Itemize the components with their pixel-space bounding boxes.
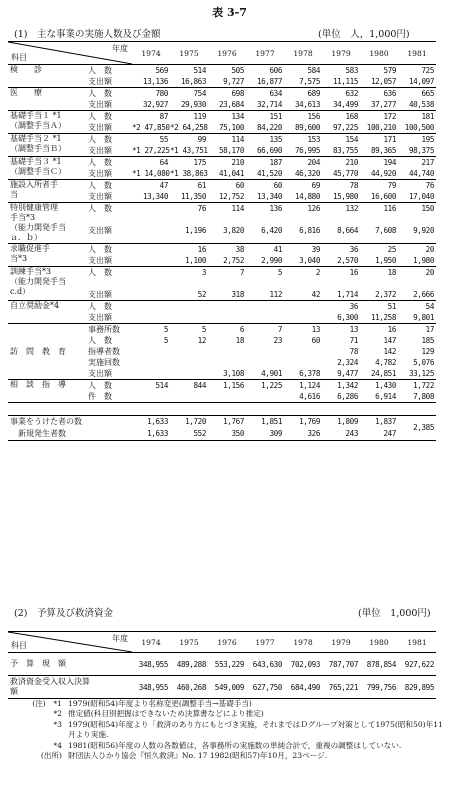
row-labels: 人 数 支出額	[86, 134, 132, 157]
cell-value: 116 7,608	[360, 203, 398, 244]
cell-value: 665 40,538	[398, 88, 436, 111]
cell-value: 1,156	[208, 380, 246, 403]
cell-value	[246, 301, 284, 324]
note-text: 財団法人ひかり協会『恒久救済』No. 17 1982(昭和57)年10月，23ページ.	[68, 751, 328, 761]
row-category: 訓練手当*3 （能力開発手当 c.d）	[8, 267, 86, 301]
cell-value: 60 12,752	[208, 180, 246, 203]
fund-category: 予 算 現 額	[8, 653, 132, 676]
row-category: 基礎手当３ *1 （調整手当Ｃ）	[8, 157, 86, 180]
cell-value	[284, 301, 322, 324]
note	[8, 699, 448, 709]
year-header: 1976	[208, 632, 246, 653]
cell-value: 16 1,714	[322, 267, 360, 301]
row-labels: 事務所数 人 数 指導者数 実施回数 支出額	[86, 324, 132, 380]
cell-value: 114 58,170	[208, 134, 246, 157]
summary-labels: 事業をうけた者の数 新規発生者数	[8, 416, 132, 441]
table-row	[8, 267, 436, 301]
cell-value: 181 100,500	[398, 111, 436, 134]
cell-value: 754 29,930	[170, 88, 208, 111]
cell-value: 579 12,057	[360, 65, 398, 88]
section2-unit: (単位 1,000円)	[358, 608, 431, 619]
table-row	[8, 88, 436, 111]
note-mark: *2	[53, 709, 62, 719]
cell-value: 76 1,196	[170, 203, 208, 244]
row-labels: 人 数 支出額	[86, 267, 132, 301]
cell-value: 634 32,714	[246, 88, 284, 111]
note-mark: *4	[53, 740, 62, 750]
summary-value: 1,633 1,633	[132, 416, 170, 441]
note-text: 推定値(科目別把握はできないため決算書などにより推定)	[68, 709, 264, 719]
cell-value: 78 15,980	[322, 180, 360, 203]
cell-value: 20 2,666	[398, 267, 436, 301]
cell-value: 13 71 78 2,324 9,477	[322, 324, 360, 380]
cell-value: 151 84,220	[246, 111, 284, 134]
cell-value: 16 147 142 4,782 24,851	[360, 324, 398, 380]
cell-value: 1,722 7,808	[398, 380, 436, 403]
cell-value: 5 12	[170, 324, 208, 380]
note	[8, 709, 448, 719]
year-header: 1978	[284, 42, 322, 65]
cell-value: 25 1,950	[360, 244, 398, 267]
spacer-cell	[8, 403, 436, 416]
row-category: 訪 問 教 育	[8, 324, 86, 380]
row-category: 特別健康管理 手当*3 （能力開発手当 ａ．ｂ）	[8, 203, 86, 244]
summary-value: 2,385	[398, 416, 436, 441]
table-row	[8, 134, 436, 157]
cell-value: 76 17,040	[398, 180, 436, 203]
cell-value: 132 8,664	[322, 203, 360, 244]
cell-value: 175 *1 38,863	[170, 158, 208, 178]
cell-value: 136 6,420	[246, 203, 284, 244]
header-row	[8, 42, 436, 65]
fund-value: 348,955	[132, 676, 170, 699]
year-header: 1979	[322, 632, 360, 653]
table-row	[8, 203, 436, 244]
cell-value: 36 2,570	[322, 244, 360, 267]
cell-value: 844	[170, 380, 208, 403]
corner-cell	[8, 42, 132, 65]
cell-value: 17 185 129 5,076 33,125	[398, 324, 436, 380]
main-table	[8, 41, 436, 441]
cell-value: 99 *1 43,751	[170, 135, 208, 155]
cell-value: 514 16,863	[170, 65, 208, 88]
year-header: 1980	[360, 42, 398, 65]
cell-value: 1,124 4,616	[284, 380, 322, 403]
cell-value: 210 45,770	[322, 157, 360, 180]
cell-value: 505 9,727	[208, 65, 246, 88]
table-row	[8, 180, 436, 203]
row-category: 検 診	[8, 65, 86, 88]
cell-value: 87 *2 47,850	[132, 112, 170, 132]
row-labels: 人 数 支出額	[86, 88, 132, 111]
cell-value: 156 89,600	[284, 111, 322, 134]
fund-value: 829,895	[398, 676, 436, 699]
corner-year-label: 年度	[112, 634, 128, 643]
cell-value: 36 6,300	[322, 301, 360, 324]
cell-value: 1,430 6,914	[360, 380, 398, 403]
cell-value: 16 1,100	[170, 244, 208, 267]
row-labels: 人 数 支出額	[86, 65, 132, 88]
fund-value: 787,707	[322, 653, 360, 676]
cell-value	[170, 301, 208, 324]
year-header: 1975	[170, 632, 208, 653]
table-row	[8, 301, 436, 324]
cell-value: 217 44,740	[398, 157, 436, 180]
cell-value: 61 11,350	[170, 180, 208, 203]
fund-value: 799,756	[360, 676, 398, 699]
cell-value: 569 13,136	[132, 65, 170, 88]
table-row	[8, 157, 436, 180]
year-header: 1977	[246, 42, 284, 65]
year-header: 1979	[322, 42, 360, 65]
note-mark: *3	[53, 719, 62, 729]
cell-value: 153 76,995	[284, 134, 322, 157]
cell-value: 55 *1 27,225	[132, 135, 170, 155]
notes	[8, 699, 448, 761]
section2-heading: (2) 予算及び救済資金	[14, 608, 113, 619]
summary-value: 1,720 552	[170, 416, 208, 441]
cell-value: 134 75,100	[208, 111, 246, 134]
cell-value: 780 32,927	[132, 88, 170, 111]
cell-value: 1,342 6,286	[322, 380, 360, 403]
row-category: 求職促進手 当*3	[8, 244, 86, 267]
cell-value: 6 18 3,108	[208, 324, 246, 380]
cell-value: 195 98,375	[398, 134, 436, 157]
cell-value: 54 9,801	[398, 301, 436, 324]
fund-row	[8, 653, 436, 676]
cell-value: 2 42	[284, 267, 322, 301]
cell-value: 725 14,097	[398, 65, 436, 88]
row-category: 自立奨励金*4	[8, 301, 86, 324]
cell-value: 47 13,340	[132, 180, 170, 203]
corner-subject-label: 科目	[11, 641, 27, 650]
cell-value: 3 52	[170, 267, 208, 301]
cell-value	[132, 244, 170, 267]
cell-value: 583 11,115	[322, 65, 360, 88]
fund-value: 684,490	[284, 676, 322, 699]
cell-value: 187 41,520	[246, 157, 284, 180]
cell-value: 13 60 6,378	[284, 324, 322, 380]
fund-row	[8, 676, 436, 699]
table-row	[8, 324, 436, 380]
cell-value: 51 11,258	[360, 301, 398, 324]
cell-value	[132, 203, 170, 244]
note-mark: (出所)	[40, 751, 62, 761]
fund-value: 927,622	[398, 653, 436, 676]
cell-value: 636 37,277	[360, 88, 398, 111]
fund-category: 救済資金受入収入決算 額	[8, 676, 132, 699]
summary-value: 1,769 326	[284, 416, 322, 441]
fund-value: 549,009	[208, 676, 246, 699]
cell-value: 41 2,990	[246, 244, 284, 267]
cell-value: 7 23 4,901	[246, 324, 284, 380]
fund-table	[8, 631, 436, 699]
section1-heading: (1) 主な事業の実施人数及び金額	[14, 29, 161, 40]
cell-value: 194 44,920	[360, 157, 398, 180]
note-mark: (注) *1	[32, 699, 62, 708]
cell-value: 126 6,816	[284, 203, 322, 244]
cell-value: 606 16,877	[246, 65, 284, 88]
cell-value: 154 83,755	[322, 134, 360, 157]
cell-value: 114 3,820	[208, 203, 246, 244]
table-row	[8, 244, 436, 267]
cell-value: 60 13,340	[246, 180, 284, 203]
cell-value: 584 7,575	[284, 65, 322, 88]
row-labels: 人 数 支出額	[86, 180, 132, 203]
table-row	[8, 65, 436, 88]
table-title: 表 3-7	[212, 6, 247, 19]
cell-value	[132, 267, 170, 301]
row-category: 医 療	[8, 88, 86, 111]
corner-subject-label: 科目	[11, 53, 27, 62]
cell-value: 69 14,880	[284, 180, 322, 203]
year-header: 1974	[132, 42, 170, 65]
cell-value: 150 9,920	[398, 203, 436, 244]
cell-value: 39 3,040	[284, 244, 322, 267]
cell-value: 204 46,320	[284, 157, 322, 180]
cell-value: 172 100,210	[360, 111, 398, 134]
note	[8, 720, 448, 741]
cell-value: 632 34,499	[322, 88, 360, 111]
fund-value: 765,221	[322, 676, 360, 699]
cell-value: 698 23,684	[208, 88, 246, 111]
fund-value: 553,229	[208, 653, 246, 676]
cell-value: 135 66,690	[246, 134, 284, 157]
cell-value: 79 16,600	[360, 180, 398, 203]
row-labels: 人 数 支出額	[86, 111, 132, 134]
cell-value: 119 *2 64,258	[170, 112, 208, 132]
summary-row	[8, 416, 436, 441]
cell-value: 18 2,372	[360, 267, 398, 301]
note	[8, 741, 448, 751]
cell-value: 168 97,225	[322, 111, 360, 134]
row-labels: 人 数 件 数	[86, 380, 132, 403]
fund-value: 489,288	[170, 653, 208, 676]
fund-value: 878,854	[360, 653, 398, 676]
row-labels: 人 数 支出額	[86, 244, 132, 267]
cell-value: 7 318	[208, 267, 246, 301]
row-category: 施設入所者手 当	[8, 180, 86, 203]
cell-value: 171 89,365	[360, 134, 398, 157]
summary-value: 1,837 247	[360, 416, 398, 441]
summary-value: 1,767 350	[208, 416, 246, 441]
summary-value: 1,851 309	[246, 416, 284, 441]
note	[8, 751, 448, 761]
cell-value: 514	[132, 380, 170, 403]
note-text: 1981(昭和56)年度の人数の各数値は，各事務所の実施数の単純合計で，重複の調整はしていない.	[68, 740, 402, 750]
row-category: 基礎手当１ *1 （調整手当Ａ）	[8, 111, 86, 134]
section1-unit: (単位 人，1,000円)	[318, 29, 410, 40]
spacer-row	[8, 403, 436, 416]
year-header: 1977	[246, 632, 284, 653]
cell-value: 5 112	[246, 267, 284, 301]
cell-value: 210 41,041	[208, 157, 246, 180]
fund-value: 643,630	[246, 653, 284, 676]
cell-value: 38 2,752	[208, 244, 246, 267]
table-row	[8, 380, 436, 403]
year-header: 1978	[284, 632, 322, 653]
cell-value	[132, 301, 170, 324]
corner-year-label: 年度	[112, 44, 128, 53]
fund-value: 627,750	[246, 676, 284, 699]
row-labels: 人 数 支出額	[86, 157, 132, 180]
fund-value: 348,955	[132, 653, 170, 676]
cell-value	[208, 301, 246, 324]
row-category: 相 談 指 導	[8, 380, 86, 403]
fund-value: 460,268	[170, 676, 208, 699]
cell-value: 1,225	[246, 380, 284, 403]
cell-value: 64 *1 14,080	[132, 158, 170, 178]
note-text: 1979(昭和54)年度より名称変更(調整手当→基礎手当)	[68, 699, 252, 708]
year-header: 1975	[170, 42, 208, 65]
table-row	[8, 111, 436, 134]
fund-value: 702,093	[284, 653, 322, 676]
row-labels: 人 数 支出額	[86, 203, 132, 244]
year-header: 1980	[360, 632, 398, 653]
row-labels: 人 数 支出額	[86, 301, 132, 324]
cell-value: 5 5	[132, 324, 170, 380]
cell-value: 20 1,980	[398, 244, 436, 267]
year-header: 1981	[398, 42, 436, 65]
cell-value: 689 34,613	[284, 88, 322, 111]
year-header: 1974	[132, 632, 170, 653]
row-category: 基礎手当２ *1 （調整手当Ｂ）	[8, 134, 86, 157]
header-row	[8, 632, 436, 653]
note-text: 1979(昭和54)年度より「救済のあり方にもとづき実施，それまではＤグループ対策として1975(昭和50)年11月より実施.	[68, 719, 443, 740]
corner-cell	[8, 632, 132, 653]
year-header: 1981	[398, 632, 436, 653]
year-header: 1976	[208, 42, 246, 65]
summary-value: 1,809 243	[322, 416, 360, 441]
